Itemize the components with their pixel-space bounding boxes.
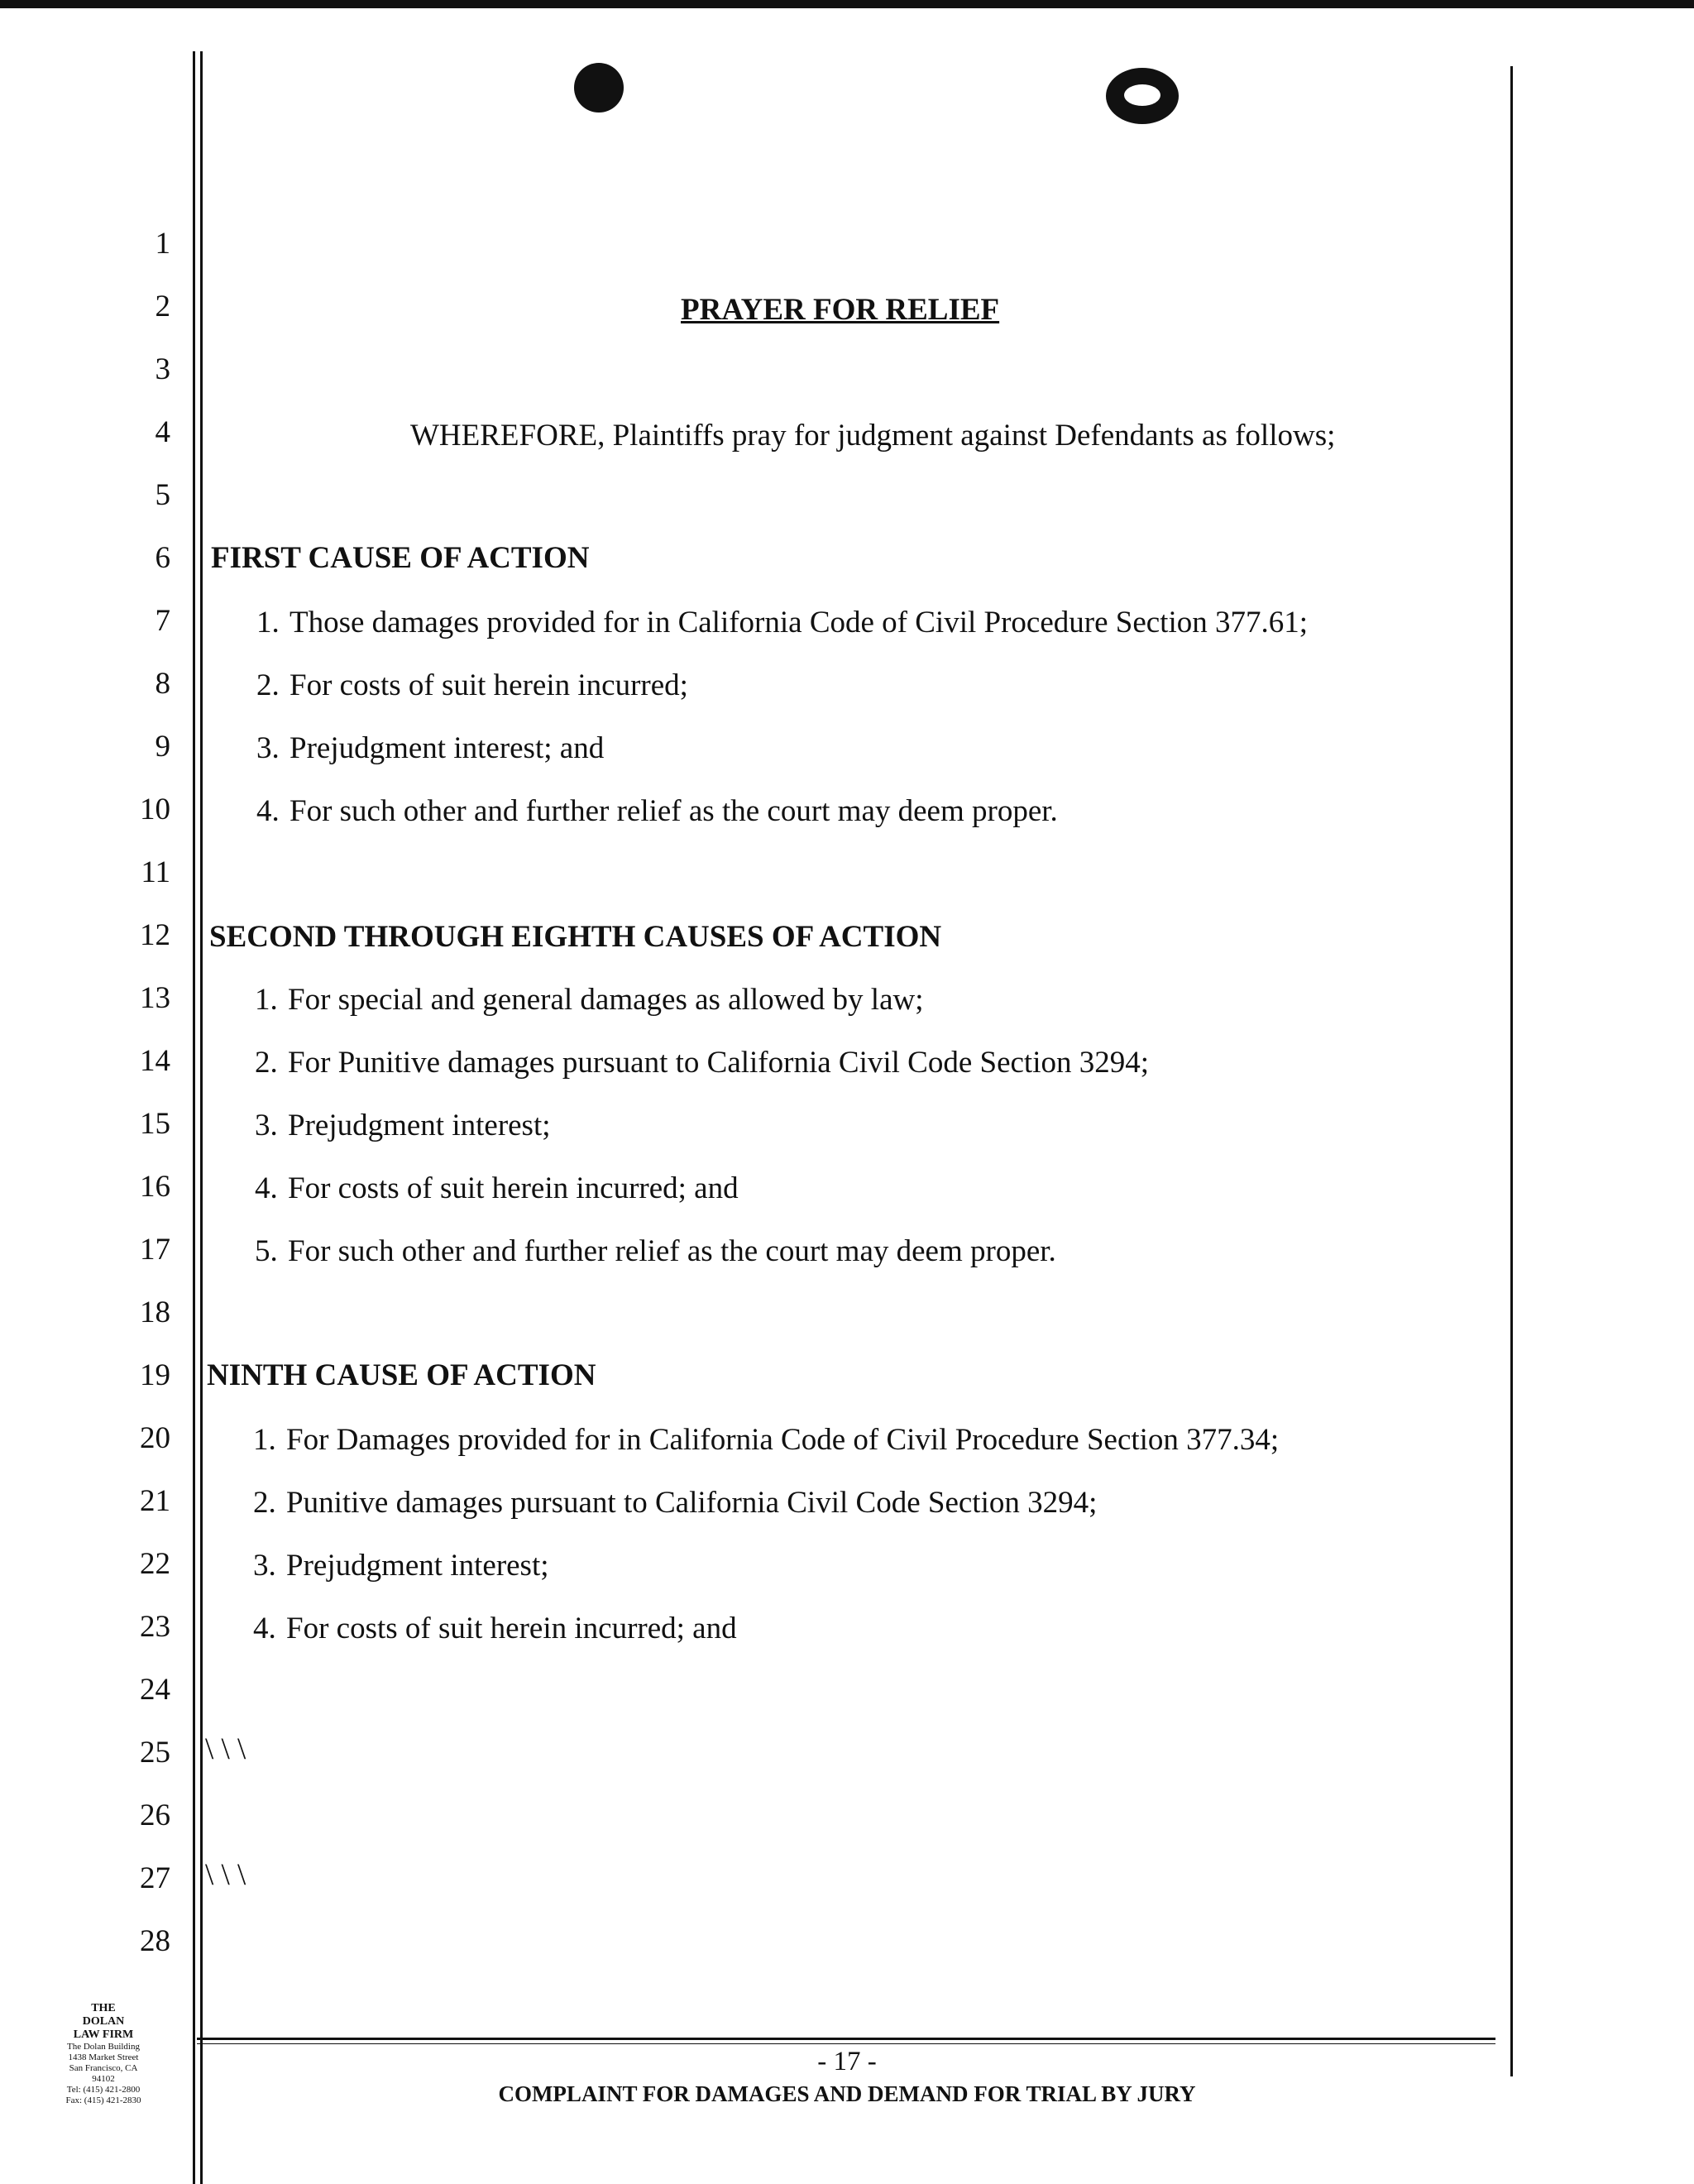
list-item <box>253 1611 737 1647</box>
line-number: 26 <box>140 1798 170 1832</box>
firm-city: San Francisco, CA <box>69 2063 138 2073</box>
item-number: 4. <box>256 794 280 828</box>
item-number: 1. <box>253 1423 276 1457</box>
line-number: 18 <box>140 1296 170 1329</box>
list-item <box>255 1171 739 1207</box>
line-number: 4 <box>155 415 170 449</box>
line-number: 6 <box>155 541 170 575</box>
item-text: Prejudgment interest; and <box>290 731 605 765</box>
item-number: 2. <box>253 1486 276 1520</box>
line-number: 3 <box>155 352 170 386</box>
item-text: Those damages provided for in California Code of Civil Procedure Section 377.61; <box>290 606 1309 639</box>
punch-hole-left <box>574 63 624 113</box>
list-item <box>255 982 924 1018</box>
left-margin-line-outer <box>193 51 195 2184</box>
item-number: 2. <box>255 1046 278 1080</box>
firm-name-line2: DOLAN <box>82 2015 125 2028</box>
item-text: Punitive damages pursuant to California Civil Code Section 3294; <box>286 1486 1098 1520</box>
ninth-cause-heading: NINTH CAUSE OF ACTION <box>207 1358 596 1392</box>
continuation-mark: \ \ \ <box>205 1858 246 1892</box>
list-item <box>255 1045 1149 1081</box>
item-text: For costs of suit herein incurred; and <box>288 1171 739 1205</box>
item-number: 3. <box>253 1549 276 1583</box>
line-number: 16 <box>140 1170 170 1204</box>
line-number: 28 <box>140 1924 170 1958</box>
item-text: For such other and further relief as the court may deem proper. <box>288 1234 1056 1268</box>
line-number: 9 <box>155 730 170 764</box>
line-number: 15 <box>140 1107 170 1141</box>
list-item <box>256 668 688 704</box>
firm-building: The Dolan Building <box>67 2042 140 2052</box>
line-number: 21 <box>140 1484 170 1518</box>
line-number: 27 <box>140 1861 170 1895</box>
firm-name-line1: THE <box>91 2002 116 2014</box>
line-number: 2 <box>155 290 170 323</box>
page-top-edge <box>0 0 1694 8</box>
line-number: 22 <box>140 1547 170 1581</box>
line-number: 10 <box>140 793 170 826</box>
list-item <box>256 605 1308 641</box>
list-item <box>256 730 604 767</box>
first-cause-heading: FIRST CAUSE OF ACTION <box>211 541 590 575</box>
document-title: PRAYER FOR RELIEF <box>681 293 1000 327</box>
item-number: 4. <box>255 1171 278 1205</box>
second-cause-heading: SECOND THROUGH EIGHTH CAUSES OF ACTION <box>209 920 942 954</box>
line-number: 19 <box>140 1358 170 1392</box>
item-text: For such other and further relief as the court may deem proper. <box>290 794 1058 828</box>
footer-rule-bottom <box>197 2043 1495 2044</box>
line-number: 12 <box>140 918 170 952</box>
item-text: For costs of suit herein incurred; <box>290 668 688 702</box>
item-text: Prejudgment interest; <box>286 1549 549 1583</box>
line-number: 1 <box>155 227 170 261</box>
footer-rule-top <box>197 2038 1495 2040</box>
item-number: 3. <box>255 1109 278 1142</box>
firm-street: 1438 Market Street <box>68 2052 139 2062</box>
item-number: 2. <box>256 668 280 702</box>
item-number: 5. <box>255 1234 278 1268</box>
firm-fax: Fax: (415) 421-2830 <box>65 2095 141 2105</box>
continuation-mark: \ \ \ <box>205 1732 246 1766</box>
line-number: 20 <box>140 1421 170 1455</box>
list-item <box>256 793 1058 830</box>
firm-zip: 94102 <box>92 2074 115 2084</box>
firm-tel: Tel: (415) 421-2800 <box>66 2085 141 2095</box>
item-text: For Punitive damages pursuant to California Civil Code Section 3294; <box>288 1046 1150 1080</box>
item-text: For Damages provided for in California Code of Civil Procedure Section 377.34; <box>286 1423 1280 1457</box>
list-item <box>255 1233 1056 1270</box>
line-number: 23 <box>140 1610 170 1644</box>
right-margin-line <box>1510 66 1513 2076</box>
firm-name-line3: LAW FIRM <box>73 2028 134 2041</box>
line-number: 25 <box>140 1736 170 1770</box>
line-number: 8 <box>155 667 170 701</box>
item-number: 3. <box>256 731 280 765</box>
left-margin-line-inner <box>200 51 203 2184</box>
line-number: 7 <box>155 604 170 638</box>
page-number: - 17 - <box>817 2047 877 2076</box>
item-number: 1. <box>256 606 280 639</box>
line-number: 5 <box>155 478 170 512</box>
line-number: 14 <box>140 1044 170 1078</box>
item-number: 1. <box>255 983 278 1017</box>
intro-paragraph: WHEREFORE, Plaintiffs pray for judgment against Defendants as follows; <box>410 419 1336 453</box>
punch-hole-right <box>1106 68 1179 124</box>
line-number: 17 <box>140 1233 170 1267</box>
footer-title: COMPLAINT FOR DAMAGES AND DEMAND FOR TRIAL BY JURY <box>498 2081 1196 2106</box>
item-number: 4. <box>253 1612 276 1645</box>
item-text: Prejudgment interest; <box>288 1109 551 1142</box>
list-item <box>253 1422 1279 1458</box>
line-number: 24 <box>140 1673 170 1707</box>
item-text: For special and general damages as allowed by law; <box>288 983 924 1017</box>
line-number: 13 <box>140 981 170 1015</box>
list-item <box>255 1108 551 1144</box>
line-number: 11 <box>141 855 170 889</box>
list-item <box>253 1548 549 1584</box>
list-item <box>253 1485 1097 1521</box>
item-text: For costs of suit herein incurred; and <box>286 1612 737 1645</box>
firm-block <box>33 2002 174 2106</box>
